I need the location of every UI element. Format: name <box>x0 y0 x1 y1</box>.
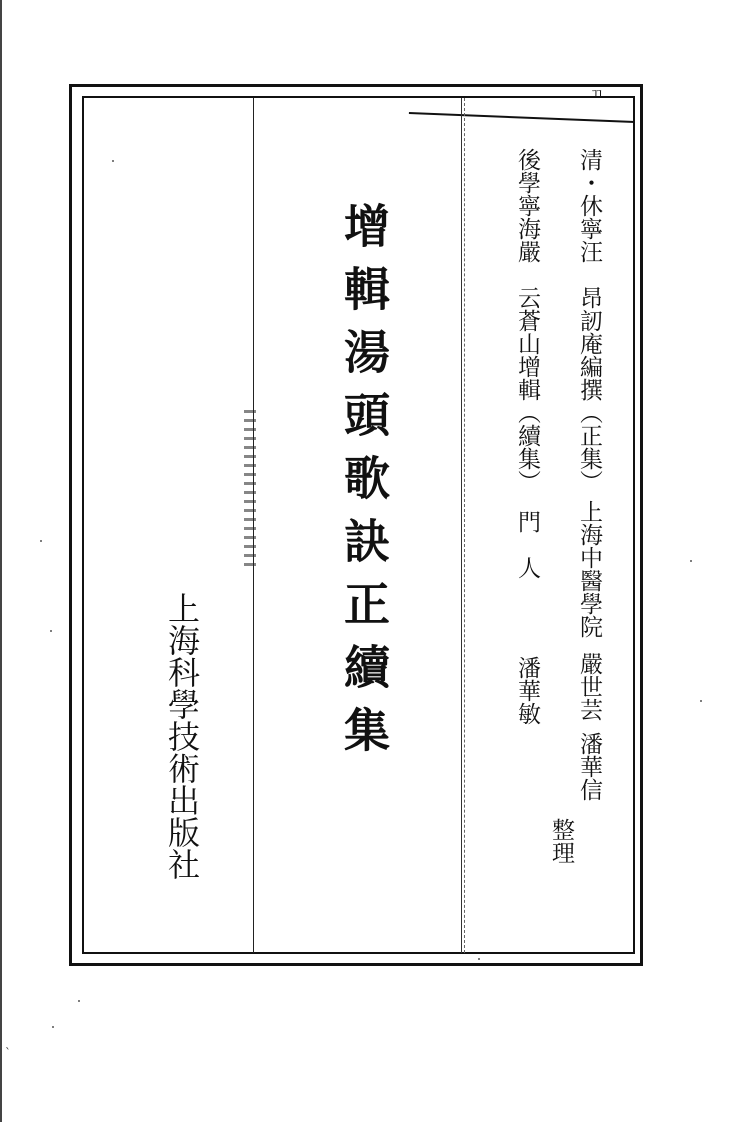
corner-mark: ` <box>5 1046 11 1060</box>
credit-role: 整理 <box>548 818 574 864</box>
panel-divider-right <box>461 98 462 953</box>
credit-line-1-editor-b: 潘華信 <box>576 732 602 801</box>
credit-line-2-author: 後學寧海嚴 云蒼山增輯（續集） <box>514 148 540 493</box>
credit-line-1-editor-org: 上海中醫學院 <box>576 500 602 638</box>
page-left-edge <box>0 0 2 1122</box>
paper-speck <box>478 958 480 960</box>
paper-speck <box>78 1000 80 1002</box>
paper-speck <box>50 630 52 632</box>
paper-speck <box>700 700 702 702</box>
panel-divider-right-dashed <box>464 98 465 953</box>
publisher-name: 上海科學技術出版社 <box>163 592 201 880</box>
tab-mark: ㄲ <box>590 87 604 103</box>
paper-speck <box>690 560 692 562</box>
credit-line-1-author: 清・休寧汪 昂訒庵編撰（正集） <box>576 148 602 493</box>
paper-speck <box>52 1026 54 1028</box>
credit-line-2-person: 潘華敏 <box>514 656 540 725</box>
credit-line-1-editor-a: 嚴世芸 <box>576 652 602 721</box>
print-smudge <box>244 410 256 570</box>
paper-speck <box>40 540 42 542</box>
paper-speck <box>112 160 114 162</box>
credit-line-2-relation: 門 人 <box>514 510 540 579</box>
book-title: 增輯湯頭歌訣正續集 <box>337 202 391 769</box>
